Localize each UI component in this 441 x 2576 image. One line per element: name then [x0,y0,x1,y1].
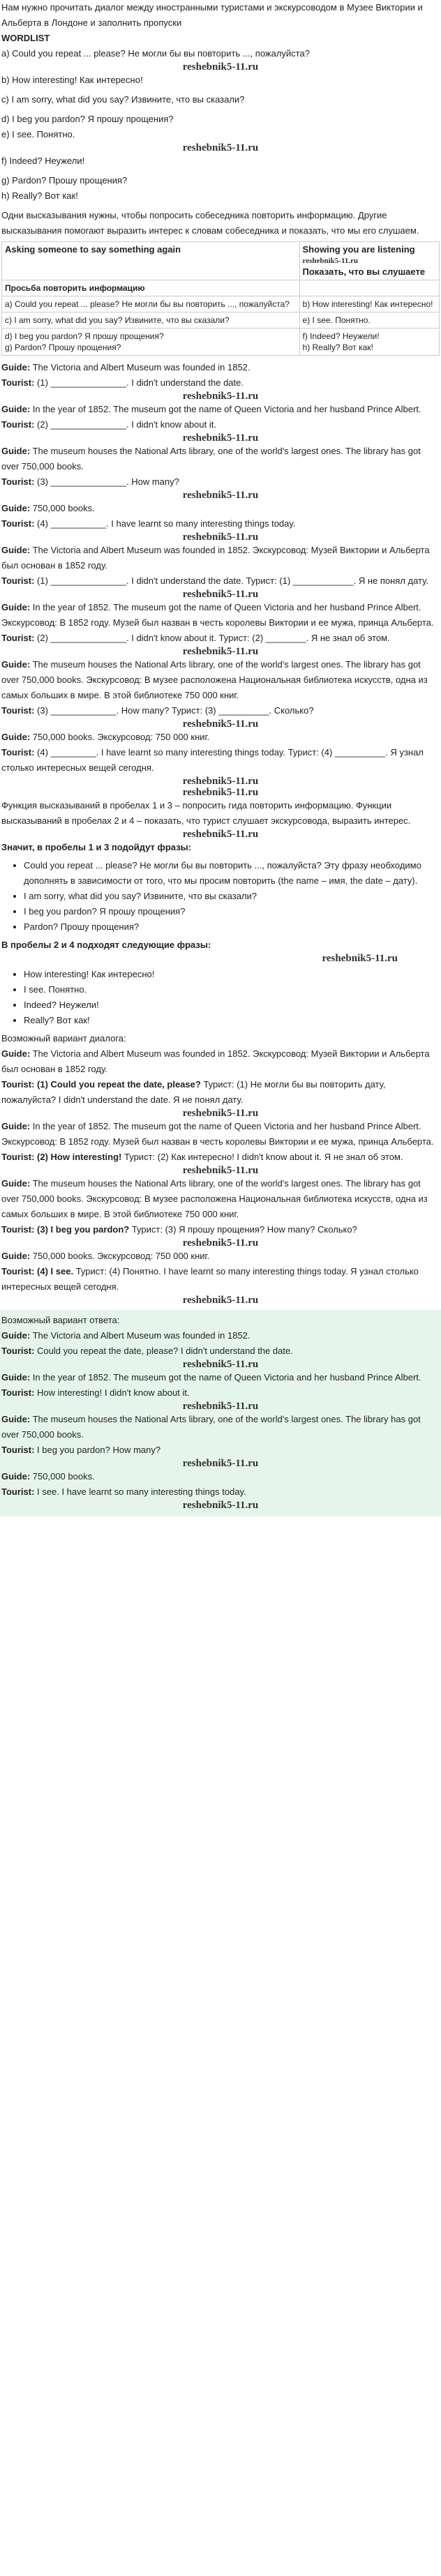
dialog-line [1,1046,440,1077]
dialog-line [1,1412,440,1443]
intro-text: Нам нужно прочитать диалог между иностранными туристами и экскурсоводом в Музее Виктории и Альберта в Лондоне и заполнить пропуски [1,2,423,28]
speaker-label: Tourist: [1,1387,35,1398]
line-text: 750,000 books. [32,1471,95,1482]
phrase-table [1,241,440,356]
answer-phrase: (1) Could you repeat the date, please? [37,1079,201,1090]
list-item: • I beg you pardon? Я прошу прощения? [24,904,440,919]
watermark: reshebnik5-11.ru [182,1401,259,1412]
table-cell: b) How interesting! Как интересно! [299,296,439,312]
line-text: Турист: (1) He могли бы вы повторить дату, пожалуйста? I didn't understand the date. Я не понял дату. [1,1079,386,1105]
dialog-line [1,543,440,573]
dialog-line [1,474,440,490]
dialog-gaps [0,360,441,543]
watermark: reshebnik5-11.ru [182,1359,259,1370]
speaker-label: Tourist: [1,1486,35,1497]
dialog-variant [1,1046,440,1306]
table-cell: e) I see. Понятно. [299,312,439,329]
line-text: The museum houses the National Arts library, one of the world's largest ones. The library has got over 750,000 books. Экскурсовод: В музее расположена Национальная библиотека искусств, одна из самых больших в мире. В этой библиотеке 750 000 книг. [1,659,428,700]
line-text: Турист: (2) Как интересно! I didn't know about it. Я не знал об этом. [124,1152,403,1162]
watermark: reshebnik5-11.ru [182,646,259,657]
dialog-line [1,745,440,776]
speaker-label: Tourist: [1,1224,35,1235]
speaker-label: Guide: [1,1414,31,1424]
dialog-line [1,1222,440,1237]
dialog-line [1,417,440,432]
dialog-line [1,501,440,516]
line-text: (2) _______________. I didn't know about it. [37,419,216,430]
dialog-translated [0,543,441,787]
answer-phrase: (2) How interesting! [37,1152,122,1162]
watermark: reshebnik5-11.ru [182,432,259,444]
watermark: reshebnik5-11.ru [182,532,259,543]
answer-dialog [1,1328,440,1511]
list-item: • Really? Вот как! [24,1013,440,1028]
line-text: (2) _______________. I didn't know about it. Турист: (2) ________. Я не знал об этом. [37,633,390,643]
speaker-label: Guide: [1,659,31,670]
speaker-label: Tourist: [1,1152,35,1162]
line-text: (3) _____________. How many? Турист: (3) __________. Сколько? [37,705,314,716]
line-text: In the year of 1852. The museum got the name of Queen Victoria and her husband Prince Albert. [32,404,421,414]
dialog-line [1,1469,440,1484]
line-text: 750,000 books. Экскурсовод: 750 000 книг. [32,1251,210,1261]
watermark: reshebnik5-11.ru [182,776,259,787]
line-text: How interesting! I didn't know about it. [37,1387,190,1398]
dialog-line [1,1264,440,1295]
speaker-label: Guide: [1,362,31,372]
line-text: (3) _______________. How many? [37,476,179,487]
speaker-label: Tourist: [1,1266,35,1276]
intro-section [0,0,441,239]
dialog-line [1,1343,440,1359]
watermark: reshebnik5-11.ru [182,1237,259,1249]
function-text: Функция высказываний в пробелах 1 и 3 – попросить гида повторить информацию. Функции высказываний в пробелах 2 и 4 – показать, что турист слушает экскурсовода, выразить интерес. [1,800,411,826]
line-text: 750,000 books. Экскурсовод: 750 000 книг. [32,732,210,742]
dialog-line [1,1328,440,1343]
watermark: reshebnik5-11.ru [182,589,259,600]
watermark: reshebnik5-11.ru [182,391,259,402]
line-text: In the year of 1852. The museum got the name of Queen Victoria and her husband Prince Albert. Экскурсовод: В 1852 году. Музей был назван в честь королевы Виктории и ее мужа, принца Альберта. [1,1121,434,1147]
speaker-label: Tourist: [1,476,35,487]
gaps13-list [1,858,440,935]
dialog-line [1,1370,440,1385]
dialog-line [1,1150,440,1165]
dialog-line [1,573,440,589]
line-text: (4) ___________. I have learnt so many interesting things today. [37,518,296,529]
speaker-label: Guide: [1,446,31,456]
table-cell: d) I beg you pardon? Я прошу прощения? g) Pardon? Прошу прощения? [2,329,300,356]
speaker-label: Tourist: [1,633,35,643]
dialog-line [1,1119,440,1150]
explanation-section [0,787,441,1028]
speaker-label: Tourist: [1,1445,35,1455]
phrase-e: e) I see. Понятно. [1,129,75,140]
watermark: reshebnik5-11.ru [182,1108,259,1119]
line-text: The museum houses the National Arts library, one of the world's largest ones. The library has got over 750,000 books. [1,1414,421,1440]
line-text: In the year of 1852. The museum got the name of Queen Victoria and her husband Prince Albert. Экскурсовод: В 1852 году. Музей был назван в честь королевы Виктории и ее мужа, принца Альберта. [1,602,434,628]
table-cell: f) Indeed? Неужели! h) Really? Вот как! [299,329,439,356]
dialog-line [1,730,440,745]
dialog-line [1,657,440,703]
watermark: reshebnik5-11.ru [182,829,259,840]
table-cell: c) I am sorry, what did you say? Извините, что вы сказали? [2,312,300,329]
line-text: (1) _______________. I didn't understand the date. [37,377,244,388]
line-text: Could you repeat the date, please? I didn't understand the date. [37,1346,293,1356]
speaker-label: Guide: [1,602,31,612]
list-item: • Indeed? Неужели! [24,997,440,1013]
speaker-label: Guide: [1,503,31,513]
list-item: • I am sorry, what did you say? Извините, что вы сказали? [24,889,440,904]
gaps13-title: Значит, в пробелы 1 и 3 подойдут фразы: [1,842,192,852]
dialog-line [1,1385,440,1401]
dialog-line [1,1443,440,1458]
dialog-line [1,1176,440,1222]
line-text: I see. I have learnt so many interesting things today. [37,1486,246,1497]
speaker-label: Guide: [1,1471,31,1482]
col1-sub: Просьба повторить информацию [2,280,300,296]
speaker-label: Guide: [1,1330,31,1341]
dialog-line [1,402,440,417]
line-text: The Victoria and Albert Museum was founded in 1852. Экскурсовод: Музей Виктории и Альберта был основан в 1852 году. [1,1048,430,1074]
speaker-label: Guide: [1,545,31,555]
dialog-line [1,1249,440,1264]
line-text: (1) _______________. I didn't understand the date. Турист: (1) ____________. Я не понял дату. [37,575,428,586]
line-text: The Victoria and Albert Museum was founded in 1852. [32,362,251,372]
phrase-h: h) Really? Вот как! [1,190,78,201]
explain-text: Одни высказывания нужны, чтобы попросить собеседника повторить информацию. Другие высказывания помогают выразить интерес к словам собеседника и показать, что мы его слушаем. [1,210,419,236]
list-item: • Pardon? Прошу прощения? [24,919,440,935]
phrase-d: d) I beg you pardon? Я прошу прощения? [1,114,174,124]
speaker-label: Tourist: [1,1079,35,1090]
answer-section [0,1310,441,1516]
dialog-line [1,1484,440,1500]
variant-title: Возможный вариант диалога: [1,1033,126,1044]
line-text: Турист: (3) Я прошу прощения? How many? Сколько? [131,1224,357,1235]
speaker-label: Tourist: [1,377,35,388]
col2-header: Showing you are listening reshebnik5-11.ru Показать, что вы слушаете [299,242,439,280]
list-item: • I see. Понятно. [24,982,440,997]
watermark: reshebnik5-11.ru [322,953,398,964]
answer-title: Возможный вариант ответа: [1,1315,120,1325]
speaker-label: Tourist: [1,518,35,529]
line-text: Турист: (4) Понятно. I have learnt so many interesting things today. Я узнал столько интересных вещей сегодня. [1,1266,419,1292]
line-text: I beg you pardon? How many? [37,1445,161,1455]
line-text: (4) _________. I have learnt so many interesting things today. Турист: (4) __________. Я узнал столько интересных вещей сегодня. [1,747,424,773]
line-text: The museum houses the National Arts library, one of the world's largest ones. The library has got over 750,000 books. [1,446,421,472]
line-text: The Victoria and Albert Museum was founded in 1852. Экскурсовод: Музей Виктории и Альберта был основан в 1852 году. [1,545,430,571]
speaker-label: Guide: [1,1178,31,1189]
speaker-label: Guide: [1,1121,31,1131]
line-text: The museum houses the National Arts library, one of the world's largest ones. The library has got over 750,000 books. Экскурсовод: В музее расположена Национальная библиотека искусств, одна из самых больших в мире. В этой библиотеке 750 000 книг. [1,1178,428,1219]
watermark: reshebnik5-11.ru [182,142,259,153]
line-text: In the year of 1852. The museum got the name of Queen Victoria and her husband Prince Albert. [32,1372,421,1383]
empty-cell [299,280,439,296]
watermark: reshebnik5-11.ru [182,1295,259,1306]
dialog-line [1,600,440,631]
watermark: reshebnik5-11.ru [182,61,259,73]
gaps24-title: В пробелы 2 и 4 подходят следующие фразы: [1,940,211,950]
speaker-label: Guide: [1,1372,31,1383]
dialog-line [1,375,440,391]
phrase-g: g) Pardon? Прошу прощения? [1,175,128,186]
phrase-a: a) Could you repeat ... please? He могли бы вы повторить ..., пожалуйста? [1,48,310,59]
col1-header: Asking someone to say something again [2,242,300,280]
gaps24-list [1,967,440,1028]
line-text: 750,000 books. [32,503,95,513]
speaker-label: Tourist: [1,575,35,586]
wordlist-title: WORDLIST [1,33,50,43]
phrase-b: b) How interesting! Как интересно! [1,75,143,85]
phrase-c: c) I am sorry, what did you say? Извините, что вы сказали? [1,94,245,105]
watermark: reshebnik5-11.ru [182,1165,259,1176]
speaker-label: Guide: [1,1251,31,1261]
dialog-line [1,703,440,718]
watermark: reshebnik5-11.ru [182,490,259,501]
variant-section [0,1031,441,1306]
list-item: • How interesting! Как интересно! [24,967,440,982]
table-cell: a) Could you repeat ... please? He могли бы вы повторить ..., пожалуйста? [2,296,300,312]
speaker-label: Tourist: [1,705,35,716]
dialog-line [1,1077,440,1108]
list-item: • Could you repeat ... please? He могли бы вы повторить ..., пожалуйста? Эту фразу необходимо дополнять в зависимости от того, что мы просим повторить (the name – имя, the date – дату). [24,858,440,889]
speaker-label: Guide: [1,1048,31,1059]
dialog-line [1,444,440,474]
speaker-label: Tourist: [1,1346,35,1356]
answer-phrase: (4) I see. [37,1266,74,1276]
speaker-label: Tourist: [1,419,35,430]
dialog-line [1,360,440,375]
watermark: reshebnik5-11.ru [182,718,259,730]
phrase-f: f) Indeed? Неужели! [1,156,85,166]
speaker-label: Guide: [1,732,31,742]
dialog-line [1,631,440,646]
watermark: reshebnik5-11.ru [182,787,259,798]
speaker-label: Tourist: [1,747,35,758]
speaker-label: Guide: [1,404,31,414]
watermark: reshebnik5-11.ru [182,1500,259,1511]
answer-phrase: (3) I beg you pardon? [37,1224,130,1235]
watermark: reshebnik5-11.ru [182,1458,259,1469]
dialog-line [1,516,440,532]
line-text: The Victoria and Albert Museum was founded in 1852. [32,1330,251,1341]
